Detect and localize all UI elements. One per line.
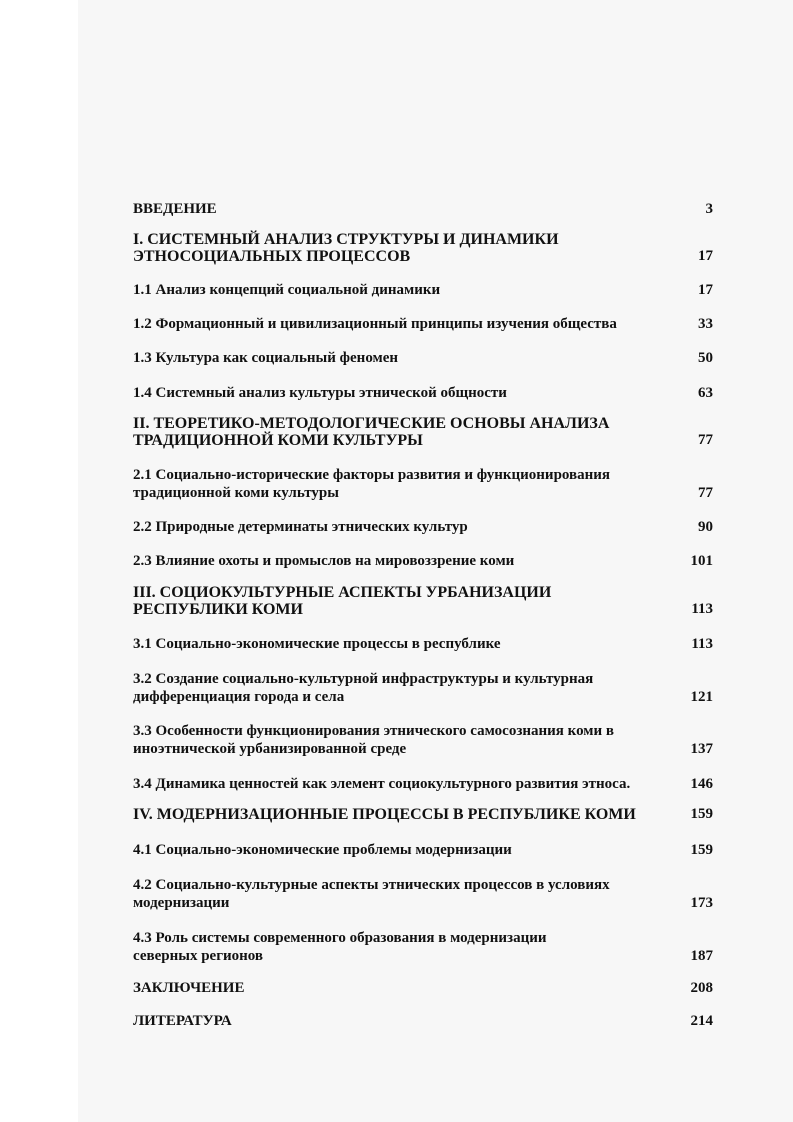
- toc-entry-1-4: [133, 384, 713, 402]
- toc-entry-page: 77: [698, 432, 713, 448]
- toc-entry-title: I. СИСТЕМНЫЙ АНАЛИЗ СТРУКТУРЫ И ДИНАМИКИ ЭТНОСОЦИАЛЬНЫХ ПРОЦЕССОВ: [133, 231, 559, 265]
- toc-entry-3-2: [133, 670, 713, 706]
- toc-entry-page: 77: [698, 485, 713, 501]
- toc-entry-page: 121: [690, 689, 713, 705]
- toc-entry-2-1: [133, 466, 713, 502]
- toc-entry-title: IV. МОДЕРНИЗАЦИОННЫЕ ПРОЦЕССЫ В РЕСПУБЛИКЕ КОМИ: [133, 806, 636, 823]
- toc-entry-title: 2.1 Социально-исторические факторы развития и функционирования традиционной коми культуры: [133, 467, 611, 501]
- toc-entry-page: 137: [690, 741, 713, 757]
- toc-entry-page: 187: [690, 948, 713, 964]
- toc-entry-page: 101: [690, 553, 713, 569]
- toc-entry-page: 146: [690, 776, 713, 792]
- toc-entry-conclusion: [133, 979, 713, 997]
- toc-entry-title: 1.1 Анализ концепций социальной динамики: [133, 282, 441, 298]
- toc-entry-title: 4.3 Роль системы современного образования в модернизации северных регионов: [133, 930, 547, 964]
- toc-entry-4-2: [133, 876, 713, 912]
- toc-entry-3-3: [133, 722, 713, 758]
- toc-entry-title: ЛИТЕРАТУРА: [133, 1013, 232, 1029]
- toc-entry-3-4: [133, 775, 713, 793]
- toc-entry-page: 159: [690, 842, 713, 858]
- toc-entry-page: 113: [691, 601, 713, 617]
- toc-entry-2-2: [133, 518, 713, 536]
- toc-entry-1-3: [133, 349, 713, 367]
- toc-entry-page: 214: [690, 1013, 713, 1029]
- toc-entry-title: ЗАКЛЮЧЕНИЕ: [133, 980, 245, 996]
- toc-entry-title: 4.2 Социально-культурные аспекты этнических процессов в условиях модернизации: [133, 877, 610, 911]
- toc-entry-4-1: [133, 841, 713, 859]
- toc-entry-page: 90: [698, 519, 713, 535]
- toc-entry-page: 33: [698, 316, 713, 332]
- toc-entry-2-3: [133, 552, 713, 570]
- toc-entry-page: 50: [698, 350, 713, 366]
- toc-entry-chapter-4: [133, 806, 713, 823]
- toc-entry-page: 159: [690, 806, 713, 822]
- toc-entry-title: 3.4 Динамика ценностей как элемент социокультурного развития этноса.: [133, 776, 631, 792]
- toc-entry-title: 4.1 Социально-экономические проблемы модернизации: [133, 842, 512, 858]
- toc-entry-title: 3.2 Создание социально-культурной инфраструктуры и культурная дифференциация города и села: [133, 671, 594, 705]
- toc-entry-page: 17: [698, 248, 713, 264]
- toc-entry-title: 1.2 Формационный и цивилизационный принципы изучения общества: [133, 316, 617, 332]
- toc-entry-title: 2.3 Влияние охоты и промыслов на мировоззрение коми: [133, 553, 515, 569]
- toc-entry-title: II. ТЕОРЕТИКО-МЕТОДОЛОГИЧЕСКИЕ ОСНОВЫ АНАЛИЗА ТРАДИЦИОННОЙ КОМИ КУЛЬТУРЫ: [133, 415, 610, 449]
- toc-entry-page: 113: [691, 636, 713, 652]
- toc-entry-chapter-2: [133, 415, 713, 449]
- toc-entry-1-1: [133, 281, 713, 299]
- toc-entry-page: 208: [690, 980, 713, 996]
- toc-entry-title: 1.4 Системный анализ культуры этнической общности: [133, 385, 507, 401]
- toc-entry-title: III. СОЦИОКУЛЬТУРНЫЕ АСПЕКТЫ УРБАНИЗАЦИИ РЕСПУБЛИКИ КОМИ: [133, 584, 552, 618]
- toc-entry-title: ВВЕДЕНИЕ: [133, 201, 217, 217]
- toc-entry-1-2: [133, 315, 713, 333]
- toc-entry-title: 3.3 Особенности функционирования этнического самосознания коми в иноэтнической урбанизированной среде: [133, 723, 615, 757]
- toc-entry-page: 17: [698, 282, 713, 298]
- toc-entry-title: 3.1 Социально-экономические процессы в республике: [133, 636, 501, 652]
- toc-entry-4-3: [133, 929, 713, 965]
- toc-entry-chapter-1: [133, 231, 713, 265]
- toc-entry-3-1: [133, 635, 713, 653]
- toc-entry-page: 173: [690, 895, 713, 911]
- toc-entry-page: 3: [705, 201, 713, 217]
- toc-entry-page: 63: [698, 385, 713, 401]
- toc-entry-literature: [133, 1012, 713, 1030]
- toc-entry-chapter-3: [133, 584, 713, 618]
- toc-entry-introduction: [133, 200, 713, 218]
- toc-entry-title: 1.3 Культура как социальный феномен: [133, 350, 399, 366]
- toc-entry-title: 2.2 Природные детерминаты этнических культур: [133, 519, 468, 535]
